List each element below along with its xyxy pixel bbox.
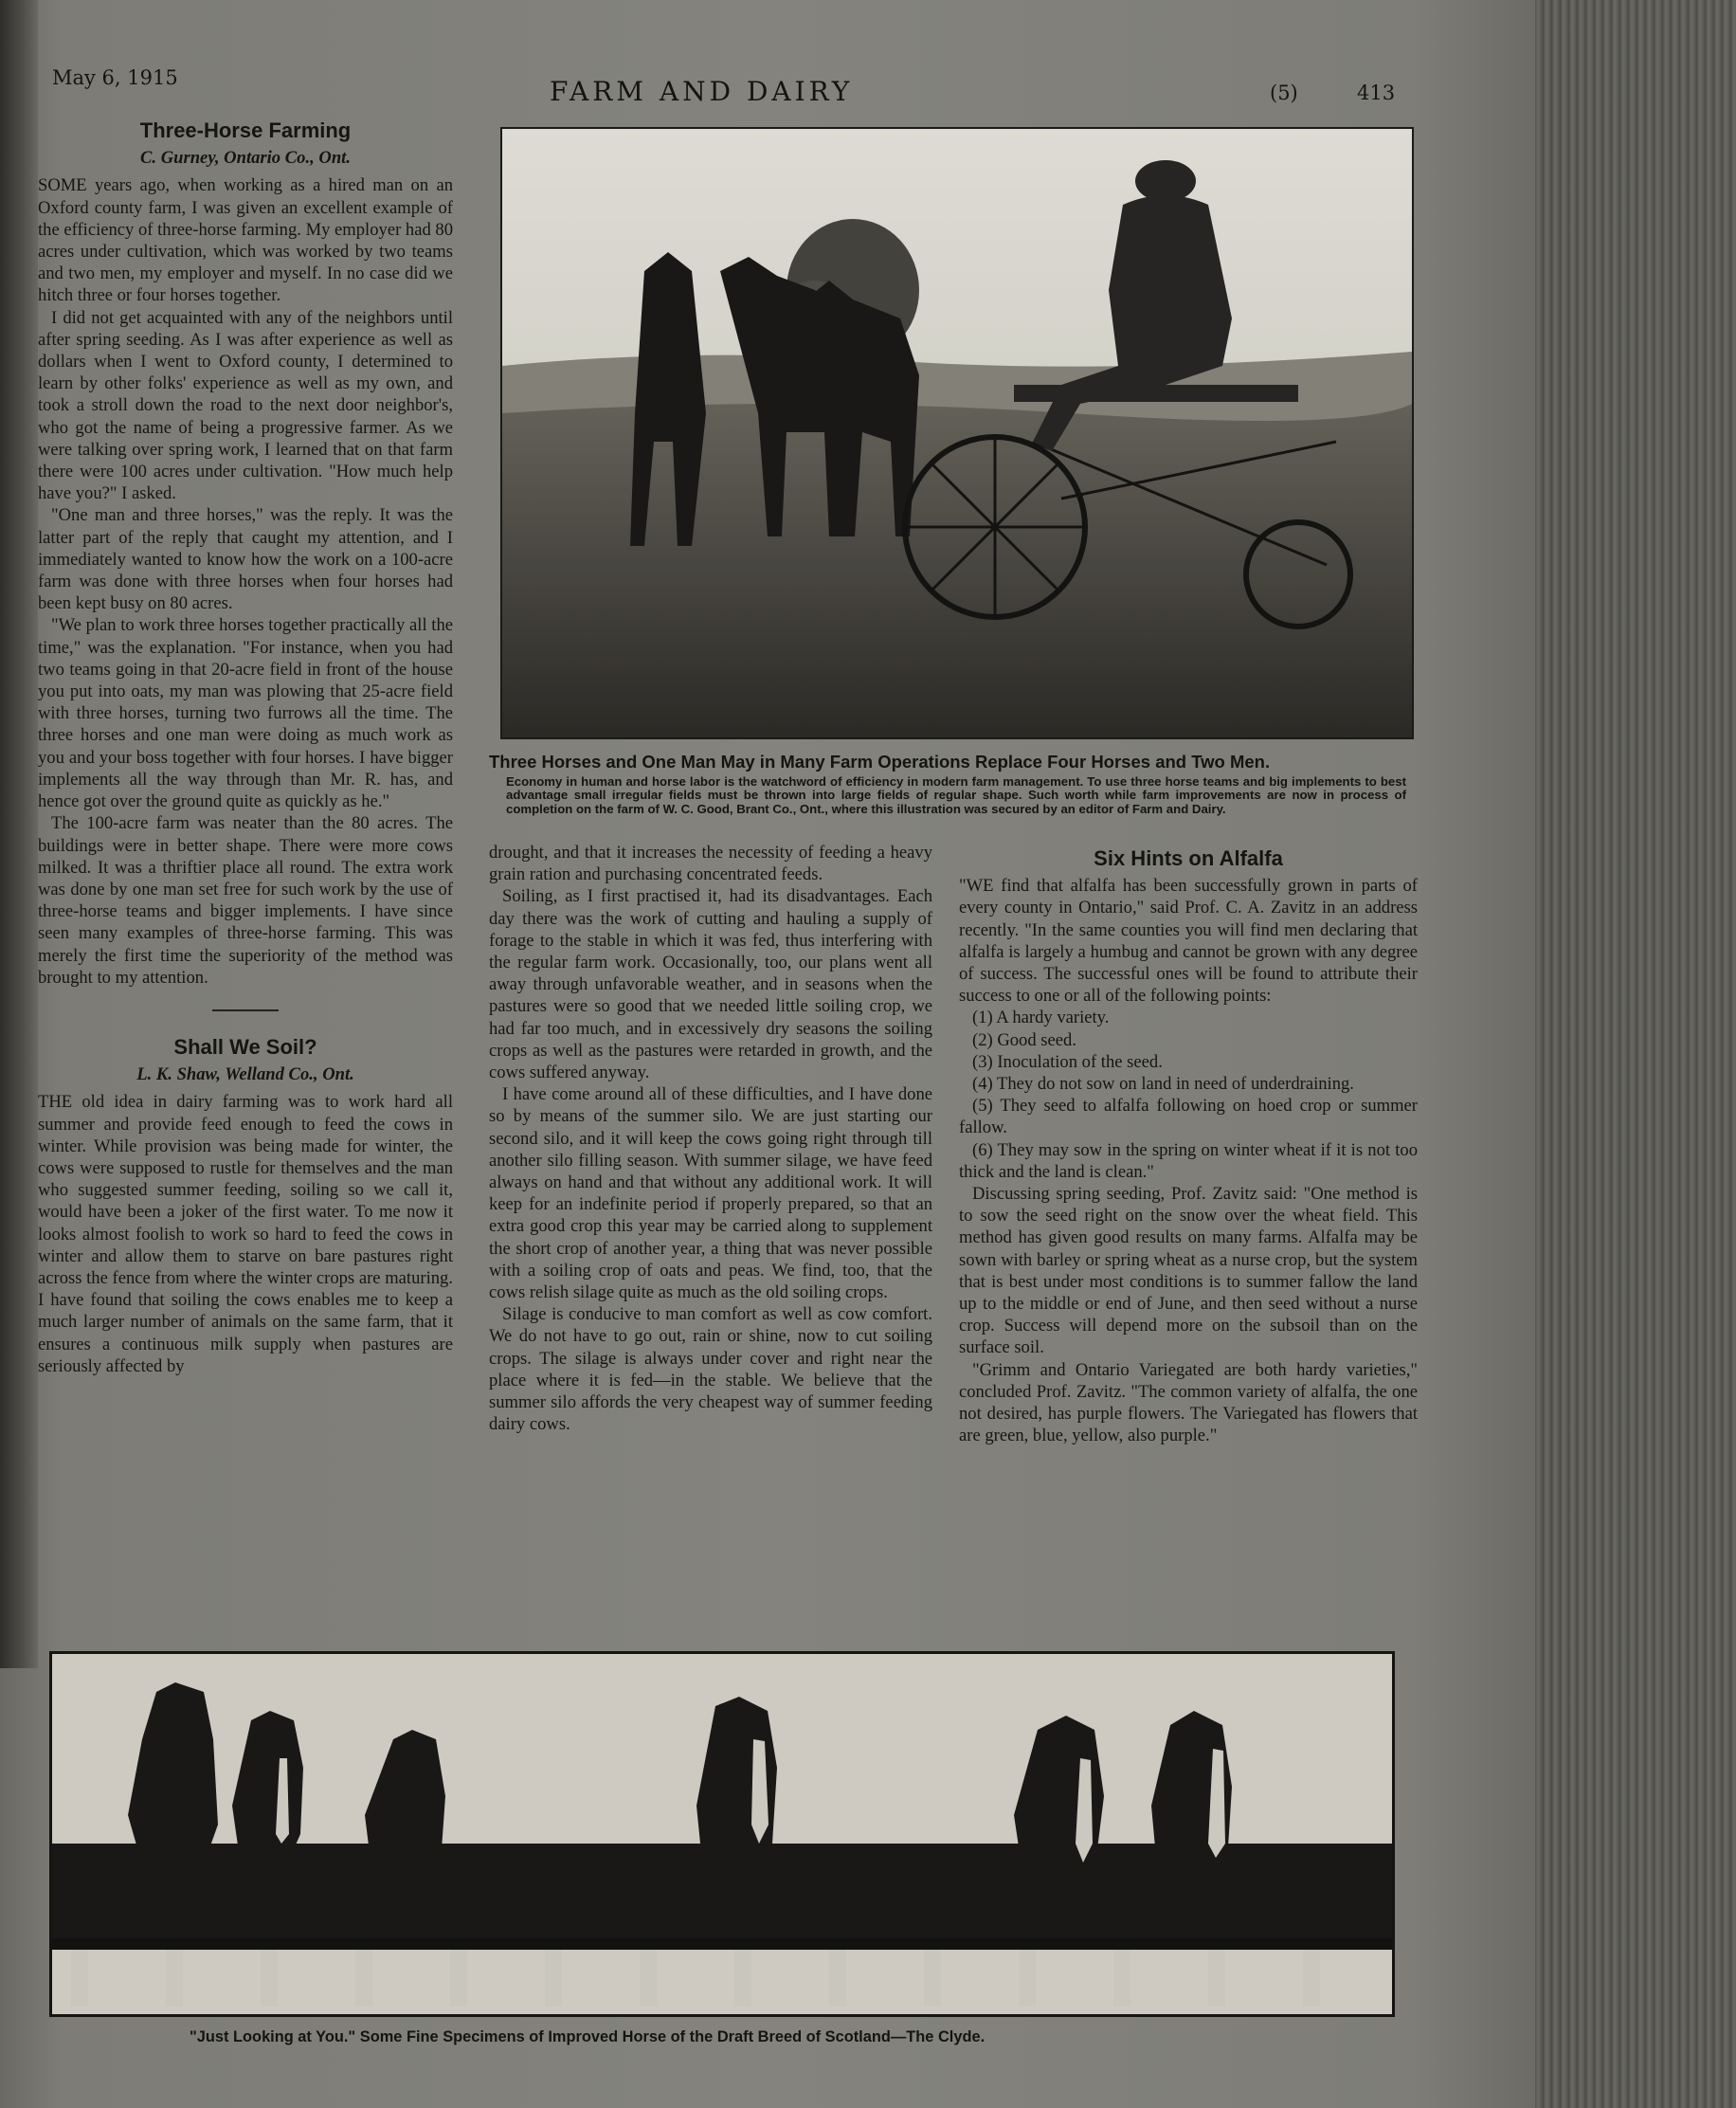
- book-spine-edge: [1535, 0, 1736, 2108]
- article-paragraph: "We plan to work three horses together practically all the time," was the explanation. "For instance, when you had two teams going in that 20-acre field in front of the house you put into oats, my man was plowing that 25-acre field with three horses, turning two furrows all the time. The three horses and one man were doing as much work as you and your boss together with four horses. I have bigger implements all the way through than Mr. R. has, and hence got over the ground quite as quickly as he.": [38, 615, 453, 812]
- article-title-three-horse-farming: Three-Horse Farming: [139, 118, 352, 142]
- photo-clydesdale-horses: [49, 1651, 1395, 2017]
- article-paragraph: The 100-acre farm was neater than the 80 acres. The buildings were in better shape. There were more cows milked. It was a thriftier place all round. The extra work was done by one man set free for such work by the use of three-horse teams and bigger implements. I have since seen many examples of three-horse farming. This was merely the first time the superiority of the method was brought to my attention.: [38, 813, 453, 988]
- article-paragraph: Soiling, as I first practised it, had its disadvantages. Each day there was the work of cutting and hauling a supply of forage to the stable in which it was fed, thus interfering with the regular farm work. Occasionally, too, our plans went all away through unfavorable weather, and in seasons when the pastures were so good that we needed little soiling crop, we had far too much, and in excessively dry seasons the soiling crops as well as the pastures were retarded in growth, and the cows suffered anyway.: [489, 886, 932, 1083]
- article-byline-gurney: C. Gurney, Ontario Co., Ont.: [140, 148, 351, 169]
- article-paragraph: Silage is conducive to man comfort as well as cow comfort. We do not have to go out, rain or shine, now to cut soiling crops. The silage is always under cover and right near the place where it is fed—in the stable. We believe that the summer silo affords the very cheapest way of summer feeding dairy cows.: [489, 1304, 932, 1435]
- alfalfa-point: (5) They seed to alfalfa following on hoed crop or summer fallow.: [959, 1096, 1418, 1138]
- article-paragraph: I have come around all of these difficulties, and I have done so by means of the summer silo. We are just starting our second silo, and it will keep the cows going right through till another silo filling season. With summer silage, we have feed always on hand and that without any additional work. It will keep for an indefinite period if properly prepared, so that an extra good crop this year may be carried along to supplement the short crop of another year, a thing that was never possible with a soiling crop of oats and peas. We find, too, that the cows relish silage quite as much as the old soiling crops.: [489, 1084, 932, 1303]
- alfalfa-point: (3) Inoculation of the seed.: [972, 1051, 1163, 1072]
- article-paragraph: I did not get acquainted with any of the neighbors until after spring seeding. As I was after experience as well as dollars when I went to Oxford county, I determined to learn by other folks' experience as well as my own, and took a stroll down the road to the next door neighbor's, who got the name of being a progressive farmer. As we were talking over spring work, I learned that on that farm there were 100 acres under cultivation. "How much help have you?" I asked.: [38, 307, 453, 504]
- alfalfa-point: (1) A hardy variety.: [972, 1008, 1110, 1028]
- column-middle: [489, 842, 932, 1435]
- alfalfa-point: (4) They do not sow on land in need of underdraining.: [972, 1074, 1354, 1095]
- article-paragraph: "One man and three horses," was the reply. It was the latter part of the reply that caught my attention, and I immediately wanted to know how the work on a 100-acre farm was done with three horses when four horses had been kept busy on 80 acres.: [38, 505, 453, 614]
- photo-caption-body: Economy in human and horse labor is the watchword of efficiency in modern farm management. To use three horse teams and big implements to best advantage small irregular fields must be thrown into large fields of regular shape. Such worth while farm improvements are now in process of completion on the farm of W. C. Good, Brant Co., Ont., where this illustration was secured by an editor of Farm and Dairy.: [506, 774, 1406, 816]
- issue-date: May 6, 1915: [52, 66, 178, 89]
- article-paragraph: drought, and that it increases the necessity of feeding a heavy grain ration and purchasing concentrated feeds.: [489, 843, 932, 885]
- column-right: [959, 847, 1418, 1446]
- section-divider: [212, 1009, 279, 1011]
- article-paragraph: "Grimm and Ontario Variegated are both hardy varieties," concluded Prof. Zavitz. "The common variety of alfalfa, the one not desired, has purple flowers. The Variegated has flowers that are green, blue, yellow, also purple.": [959, 1359, 1418, 1446]
- alfalfa-point: (2) Good seed.: [972, 1029, 1076, 1050]
- article-paragraph: Discussing spring seeding, Prof. Zavitz said: "One method is to sow the seed right on the snow over the wheat field. This method has given good results on many farms. Alfalfa may be sown with barley or spring wheat as a nurse crop, but the system that is best under most conditions is to summer fallow the land up to the middle or end of June, and then seed without a nurse crop. Success will depend more on the subsoil than on the surface soil.: [959, 1184, 1418, 1358]
- masthead: FARM AND DAIRY: [550, 76, 854, 107]
- article-title-six-hints-on-alfalfa: Six Hints on Alfalfa: [1094, 846, 1283, 870]
- page-number: 413: [1357, 82, 1396, 104]
- photo-caption-clydes: "Just Looking at You." Some Fine Specimens of Improved Horse of the Draft Breed of Scotland—The Clyde.: [190, 2028, 986, 2045]
- photo-illustration: [502, 129, 1412, 737]
- article-paragraph: "WE find that alfalfa has been successfully grown in parts of every county in Ontario," said Prof. C. A. Zavitz in an address recently. "In the same counties you will find men declaring that alfalfa is largely a humbug and cannot be grown with any degree of success. The successful ones will be found to attribute their success to one or all of the following points:: [959, 876, 1418, 1007]
- alfalfa-point: (6) They may sow in the spring on winter wheat if it is not too thick and the land is clean.": [959, 1139, 1418, 1182]
- article-paragraph: THE old idea in dairy farming was to work hard all summer and provide feed enough to feed the cows in winter. While provision was being made for winter, the cows were supposed to rustle for themselves and the man who suggested summer feeding, soiling so we call it, would have been a joker of the first water. To me now it looks almost foolish to work so hard to feed the cows in winter and allow them to starve on bare pastures right across the fence from where the winter crops are maturing. I have found that soiling the cows enables me to keep a much larger number of animals on the same farm, that it ensures a continuous milk supply when pastures are seriously affected by: [38, 1092, 453, 1376]
- section-page-number: (5): [1270, 82, 1298, 104]
- binding-shadow: [0, 0, 38, 1668]
- photo-three-horses-plowing: [500, 127, 1414, 739]
- column-left: [38, 119, 453, 1377]
- article-byline-shaw: L. K. Shaw, Welland Co., Ont.: [136, 1064, 354, 1085]
- photo-illustration: [52, 1654, 1392, 2014]
- article-title-shall-we-soil: Shall We Soil?: [173, 1034, 317, 1059]
- photo-caption-title: Three Horses and One Man May in Many Farm Operations Replace Four Horses and Two Men.: [489, 752, 1271, 772]
- article-paragraph: SOME years ago, when working as a hired man on an Oxford county farm, I was given an excellent example of the efficiency of three-horse farming. My employer had 80 acres under cultivation, which was worked by two teams and two men, my employer and myself. In no case did we hitch three or four horses together.: [38, 175, 453, 306]
